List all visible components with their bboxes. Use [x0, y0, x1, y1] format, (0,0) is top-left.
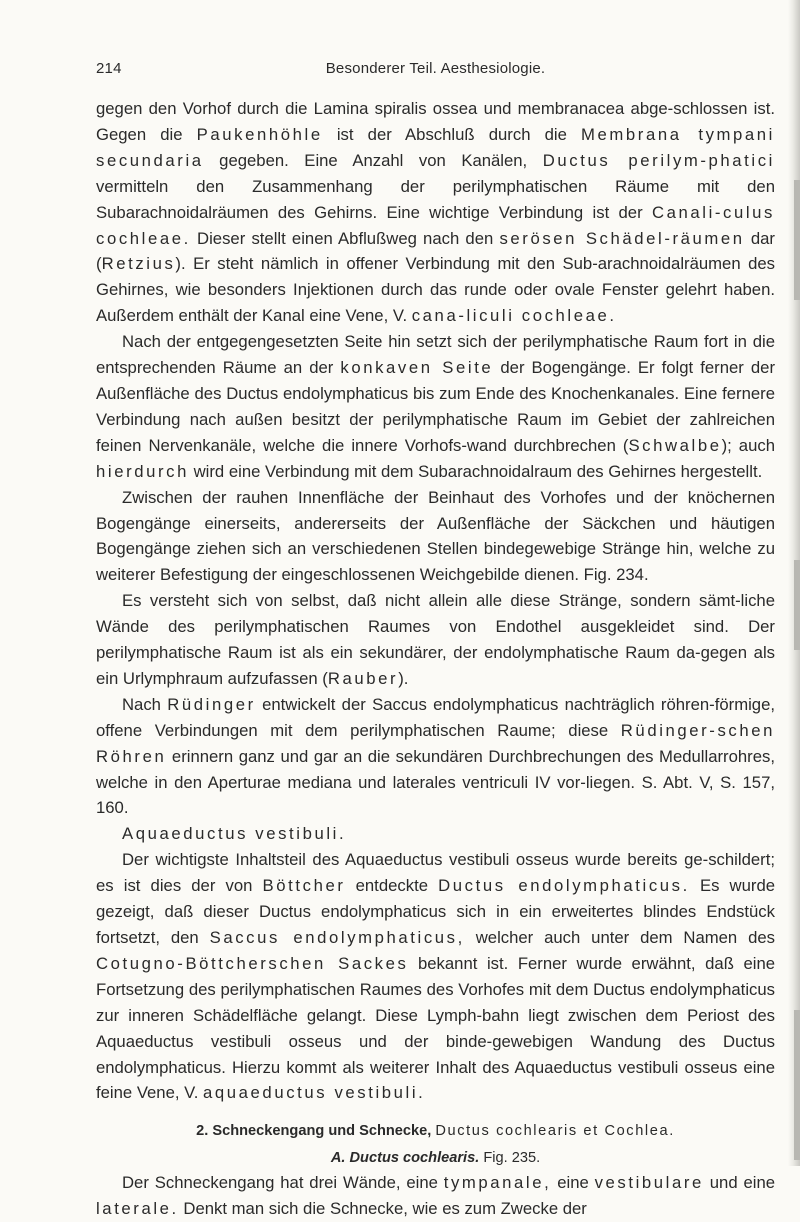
text-run: Zwischen der rauhen Innenfläche der Beinhaut des Vorhofes und der knöchernen Bogengänge einerseits, andererseits der Außenfläche der Säckchen und häutigen Bogengänge ziehen sich an verschiedenen Stellen bindegewebige Stränge hin, welche zu weiterer Befestigung der eingeschlossenen Weichgebilde dienen. Fig. 234. [96, 487, 775, 585]
paragraph [96, 485, 775, 589]
text-run: ). Er steht nämlich in offener Verbindung mit den Sub-arachnoidalräumen des Gehirnes, wie besonders Injektionen durch das runde oder ovale Fenster gelehrt haben. Außerdem enthält der Kanal eine Vene, V. [96, 254, 775, 326]
spaced-emphasis: Rüdinger [167, 694, 256, 714]
body-text [96, 96, 775, 1222]
spaced-emphasis: laterale. [96, 1199, 179, 1219]
text-run: Es wurde gezeigt, daß dieser Ductus endolymphaticus sich in ein erweitertes blindes Endstück fortsetzt, den [96, 876, 776, 947]
text-run: ); auch [721, 435, 775, 455]
section-heading-latin: Ductus cochlearis et Cochlea. [435, 1123, 675, 1140]
text-run: welcher auch unter dem Namen des [464, 928, 775, 947]
text-run: ). [398, 668, 409, 688]
text-run: ist der Abschluß durch die [322, 124, 582, 144]
text-run: Denkt man sich die Schnecke, wie es zum Zwecke der [178, 1199, 587, 1219]
text-run: entdeckte [345, 876, 439, 896]
paragraph [96, 96, 775, 329]
text-run: der Bogengänge. Er folgt ferner der Außenfläche des Ductus endolymphaticus bis zum Ende des Knochenkanales. Eine fernere Verbindung nach außen besitzt der perilymphatische Raum im Gebiet der zahlreichen feinen Nervenkanäle, welche die innere Vorhofs-wand durchbrechen ( [96, 358, 776, 455]
section-heading-title: 2. Schneckengang und Schnecke, [196, 1123, 432, 1140]
page-edge-mark [794, 180, 800, 300]
text-run: erinnern ganz und gar an die sekundären Durchbrechungen des Medullarrohres, welche in den Aperturae mediana und laterales ventriculi IV vor-liegen. S. Abt. V, S. 157, 160. [96, 746, 775, 818]
text-run: Nach der entgegengesetzten Seite hin setzt sich der perilymphatische Raum fort in die entsprechenden Räume an der [96, 332, 775, 378]
spaced-emphasis: Saccus endolymphaticus, [209, 928, 465, 947]
spaced-emphasis: aquaeductus vestibuli. [203, 1083, 426, 1103]
spaced-emphasis: Paukenhöhle [196, 124, 323, 144]
spaced-emphasis: serösen Schädel-räumen [499, 228, 745, 248]
paragraph [96, 692, 775, 822]
text-run: vermitteln den Zusammenhang der perilymphatischen Räume mit den Subarachnoidalräumen des Gehirns. Eine wichtige Verbindung ist der [96, 176, 775, 222]
text-run: eine [551, 1173, 595, 1193]
spaced-emphasis: Schwalbe [628, 435, 722, 455]
sub-heading-title: A. Ductus cochlearis. [330, 1150, 480, 1167]
text-run: gegeben. Eine Anzahl von Kanälen, [203, 150, 543, 170]
page-edge-mark [794, 560, 800, 650]
text-run: wird eine Verbindung mit dem Subarachnoidalraum des Gehirnes hergestellt. [188, 461, 763, 481]
text-run: Es versteht sich von selbst, daß nicht allein alle diese Stränge, sondern sämt-liche Wände des perilymphatischen Raumes von Endothel ausgekleidet sind. Der perilymphatische Raum ist als ein sekundärer, der endolymphatische Raum da-gegen als ein Urlymphraum aufzufassen ( [96, 591, 775, 688]
paragraph [96, 588, 775, 692]
text-run: gegen den Vorhof durch die Lamina spiralis ossea und membranacea abge-schlossen ist. Gegen die [96, 99, 775, 144]
spaced-emphasis: Böttcher [262, 876, 346, 896]
paragraph [96, 847, 775, 1106]
spaced-emphasis: Rüdinger-schen Röhren [96, 720, 775, 766]
spaced-emphasis: Membrana tympani secundaria [96, 124, 775, 170]
page-edge-mark [794, 1010, 800, 1160]
spaced-emphasis: konkaven Seite [340, 358, 494, 378]
running-header [96, 60, 775, 84]
text-run: Der Schneckengang hat drei Wände, eine [122, 1173, 444, 1193]
spaced-emphasis: Ductus endolymphaticus. [438, 876, 690, 896]
spaced-emphasis: Ductus perilym-phatici [542, 150, 775, 170]
spaced-emphasis: cana-liculi cochleae. [411, 306, 617, 326]
spaced-emphasis: Retzius [101, 254, 176, 274]
spaced-emphasis: tympanale, [443, 1173, 552, 1193]
page-number: 214 [96, 60, 122, 77]
section-heading [96, 1120, 775, 1142]
spaced-emphasis: Rauber [327, 668, 399, 688]
running-title: Besonderer Teil. Aesthesiologie. [325, 60, 546, 77]
sub-heading [96, 1146, 775, 1170]
spaced-emphasis: Canali-culus cochleae. [96, 202, 775, 248]
text-run: Der wichtigste Inhaltsteil des Aquaeductus vestibuli osseus wurde bereits ge-schildert; es ist dies der von [96, 850, 775, 896]
spaced-emphasis: vestibulare [594, 1173, 704, 1193]
spaced-emphasis: hierdurch [96, 461, 189, 481]
figure-reference: Fig. 235. [483, 1150, 541, 1167]
spaced-emphasis: Aquaeductus vestibuli. [122, 824, 347, 844]
text-run: entwickelt der Saccus endolymphaticus nachträglich röhren-förmige, offene Verbindungen mit dem perilymphatischen Raume; diese [96, 694, 776, 740]
text-run: dar ( [96, 228, 775, 274]
text-run: Dieser stellt einen Abflußweg nach den [190, 228, 500, 248]
subsection-heading-aquaeductus [96, 821, 775, 847]
text-run: bekannt ist. Ferner wurde erwähnt, daß eine Fortsetzung des perilymphatischen Raumes des Vorhofes mit dem Ductus endolymphaticus zur inneren Schädelfläche gelangt. Diese Lymph-bahn liegt zwischen dem Periost des Aquaeductus vestibuli osseus und der binde-gewebigen Wandung des Ductus endolymphaticus. Hierzu kommt als weiterer Inhalt des Aquaeductus vestibuli osseus eine feine Vene, V. [96, 953, 776, 1103]
text-run: und eine [703, 1173, 775, 1193]
text-run: Nach [122, 694, 168, 714]
spaced-emphasis: Cotugno-Böttcherschen Sackes [96, 953, 409, 973]
paragraph [96, 329, 775, 484]
paragraph [96, 1170, 775, 1222]
